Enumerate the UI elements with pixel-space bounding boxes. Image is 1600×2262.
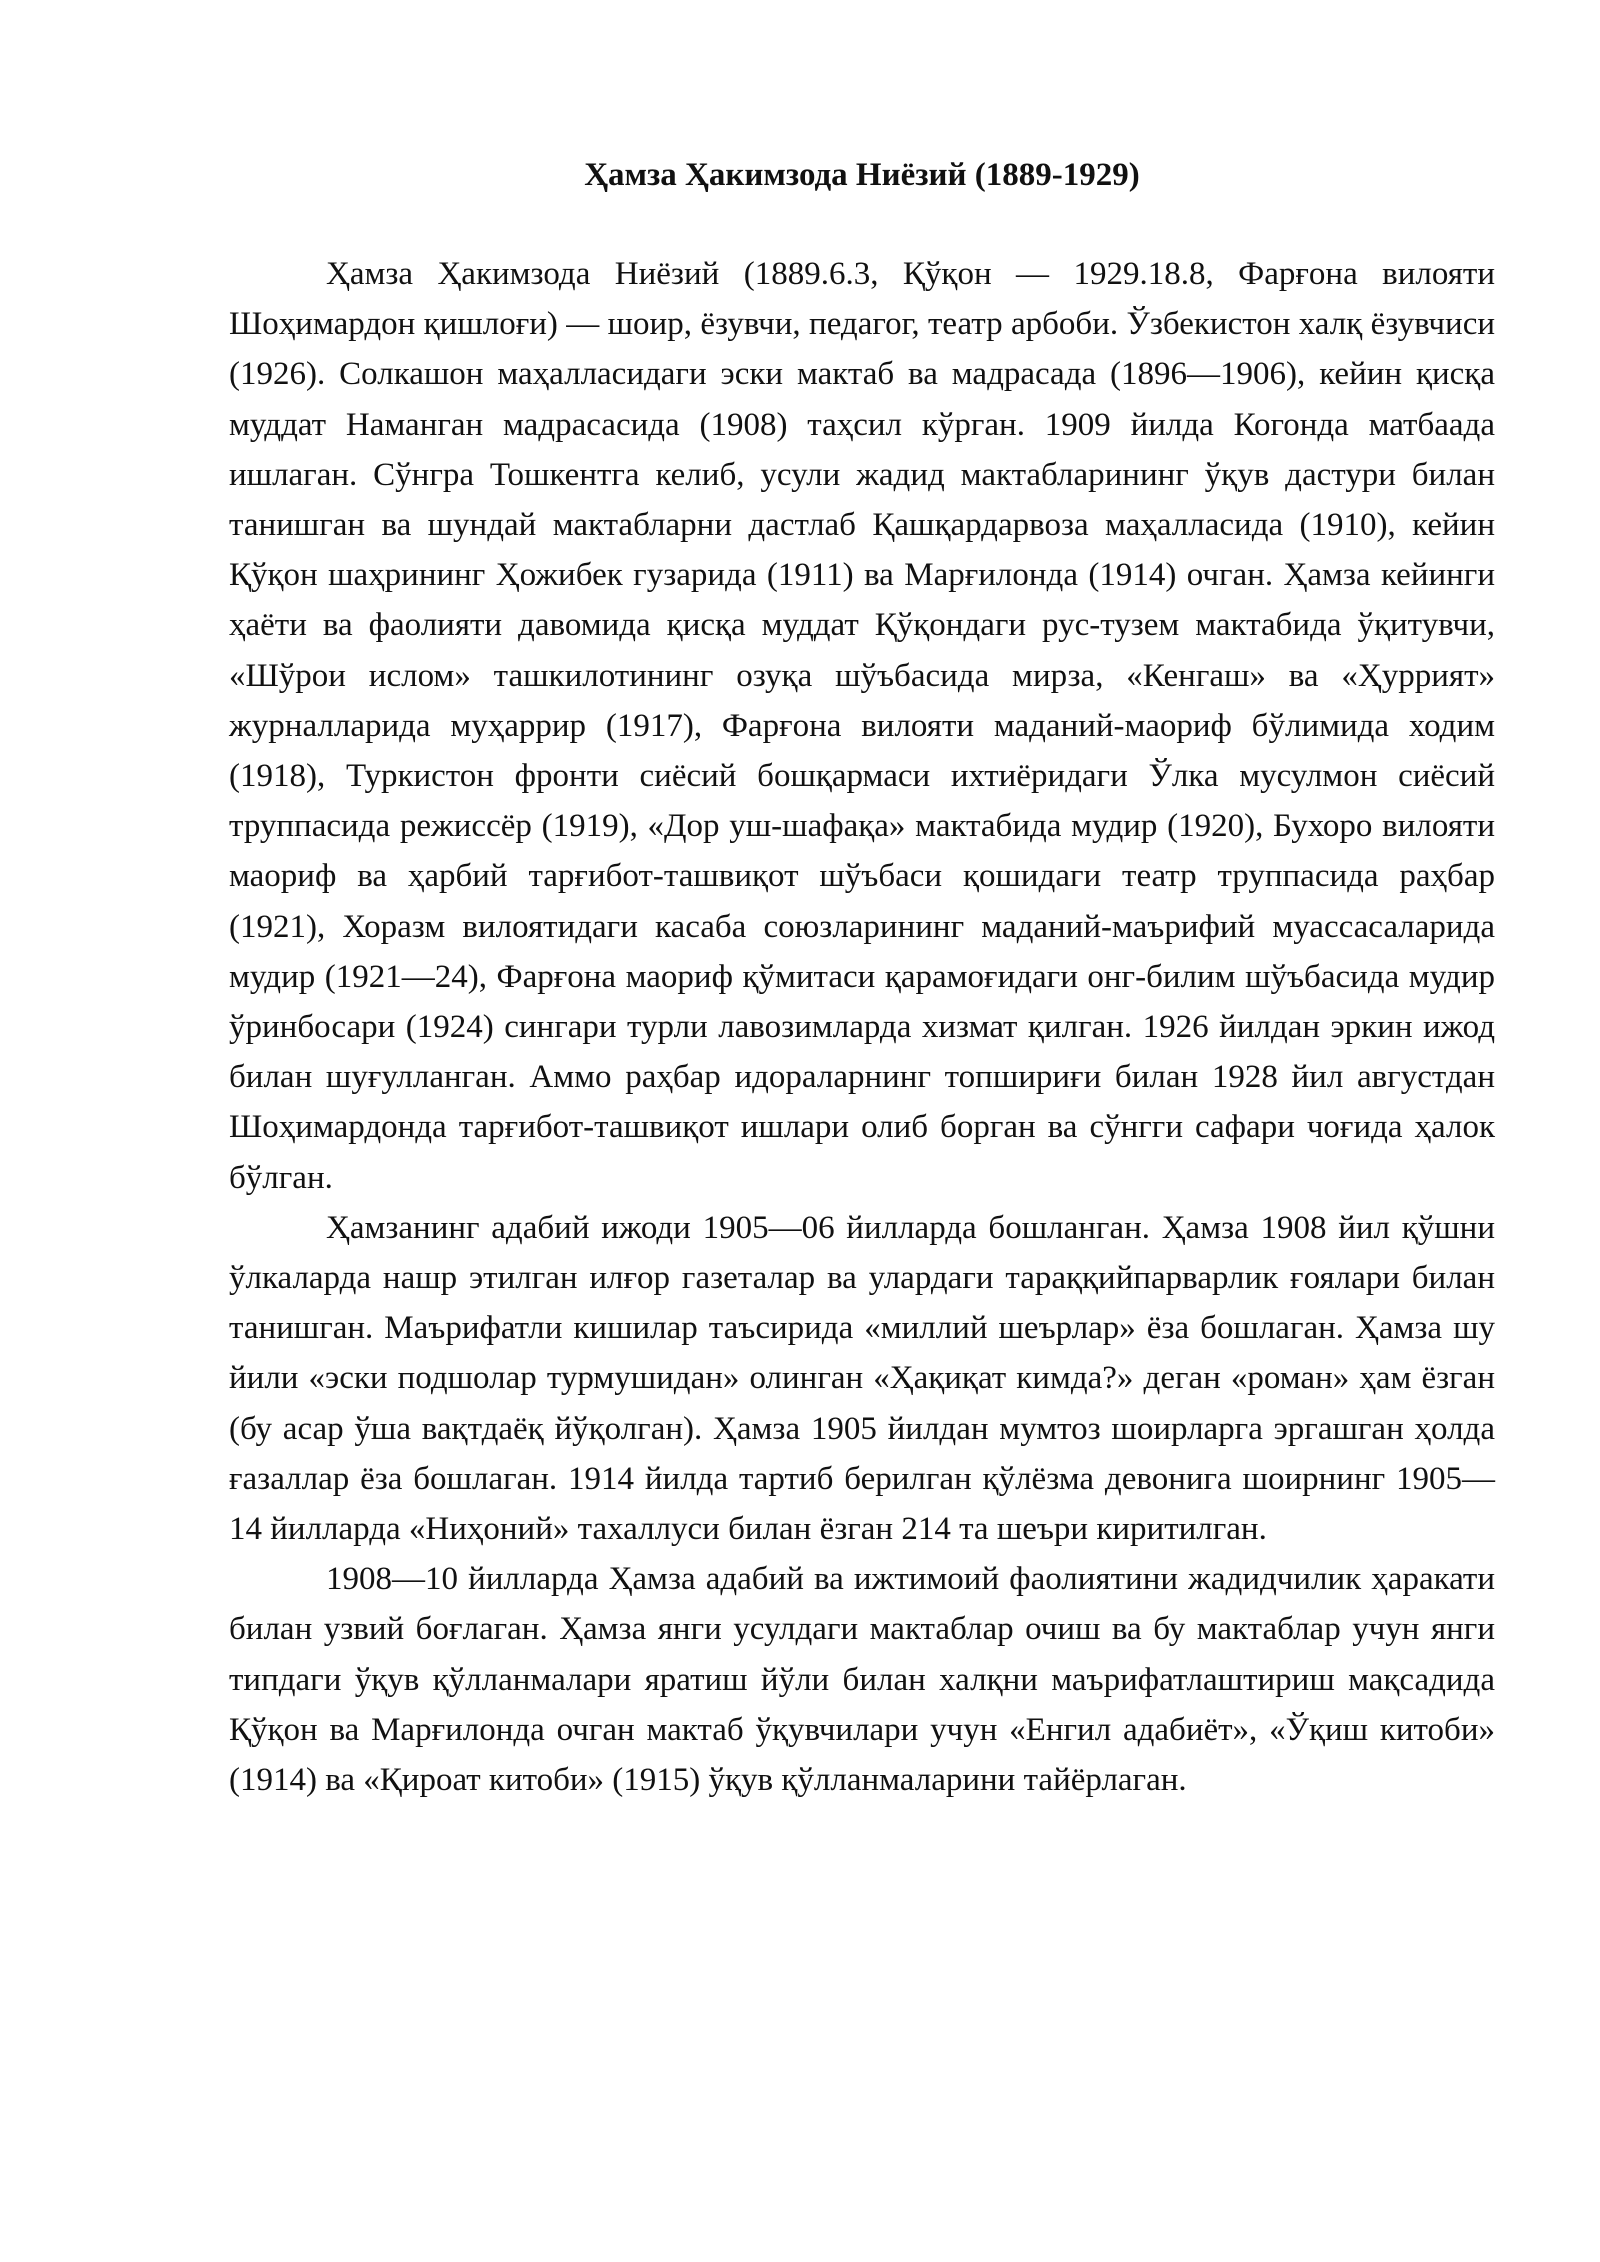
paragraph-biography: Ҳамза Ҳакимзода Ниёзий (1889.6.3, Қўқон — 1929.18.8, Фарғона вилояти Шоҳимардон қишлоғи) — шоир, ёзувчи, педагог, театр арбоби. Ўзбекистон халқ ёзувчиси (1926). Солкашон маҳалласидаги эски мактаб ва мадрасада (1896—1906), кейин қисқа муддат Наманган мадрасасида (1908) таҳсил кўрган. 1909 йилда Когонда матбаада ишлаган. Сўнгра Тошкентга келиб, усули жадид мактабларининг ўқув дастури билан танишган ва шундай мактабларни дастлаб Қашқардарвоза маҳалласида (1910), кейин Қўқон шаҳрининг Ҳожибек гузарида (1911) ва Марғилонда (1914) очган. Ҳамза кейинги ҳаёти ва фаолияти давомида қисқа муддат Қўқондаги рус-тузем мактабида ўқитувчи, «Шўрои ислом» ташкилотининг озуқа шўъбасида мирза, «Кенгаш» ва «Ҳуррият» журналларида муҳаррир (1917), Фарғона вилояти маданий-маориф бўлимида ходим (1918), Туркистон фронти сиёсий бошқармаси ихтиёридаги Ўлка мусулмон сиёсий труппасида режиссёр (1919), «Дор уш-шафақа» мактабида мудир (1920), Бухоро вилояти маориф ва ҳарбий тарғибот-ташвиқот шўъбаси қошидаги театр труппасида раҳбар (1921), Хоразм вилоятидаги касаба союзларининг маданий-маърифий муассасаларида мудир (1921—24), Фарғона маориф қўмитаси қарамоғидаги онг-билим шўъбасида мудир ўринбосари (1924) сингари турли лавозимларда хизмат қилган. 1926 йилдан эркин ижод билан шуғулланган. Аммо раҳбар идораларнинг топшириғи билан 1928 йил августдан Шоҳимардонда тарғибот-ташвиқот ишлари олиб борган ва сўнгги сафари чоғида ҳалок бўлган. xyxy=(229,256,1495,1196)
document-page xyxy=(229,150,1495,1805)
paragraph-literary-beginnings: Ҳамзанинг адабий ижоди 1905—06 йилларда бошланган. Ҳамза 1908 йил қўшни ўлкаларда нашр этилган илғор газеталар ва улардаги тараққийпарварлик ғоялари билан танишган. Маърифатли кишилар таъсирида «миллий шеърлар» ёза бошлаган. Ҳамза шу йили «эски подшолар турмушидан» олинган «Ҳақиқат кимда?» деган «роман» ҳам ёзган (бу асар ўша вақтдаёқ йўқолган). Ҳамза 1905 йилдан мумтоз шоирларга эргашган ҳолда ғазаллар ёза бошлаган. 1914 йилда тартиб берилган қўлёзма девонига шоирнинг 1905—14 йилларда «Ниҳоний» тахаллуси билан ёзган 214 та шеъри киритилган. xyxy=(229,1209,1495,1548)
document-title: Ҳамза Ҳакимзода Ниёзий (1889-1929) xyxy=(584,157,1140,193)
paragraph-jadid-activity: 1908—10 йилларда Ҳамза адабий ва ижтимоий фаолиятини жадидчилик ҳаракати билан узвий боғлаган. Ҳамза янги усулдаги мактаблар очиш ва бу мактаблар учун янги типдаги ўқув қўлланмалари яратиш йўли билан халқни маърифатлаштириш мақсадида Қўқон ва Марғилонда очган мактаб ўқувчилари учун «Енгил адабиёт», «Ўқиш китоби» (1914) ва «Қироат китоби» (1915) ўқув қўлланмаларини тайёрлаган. xyxy=(229,1561,1495,1799)
